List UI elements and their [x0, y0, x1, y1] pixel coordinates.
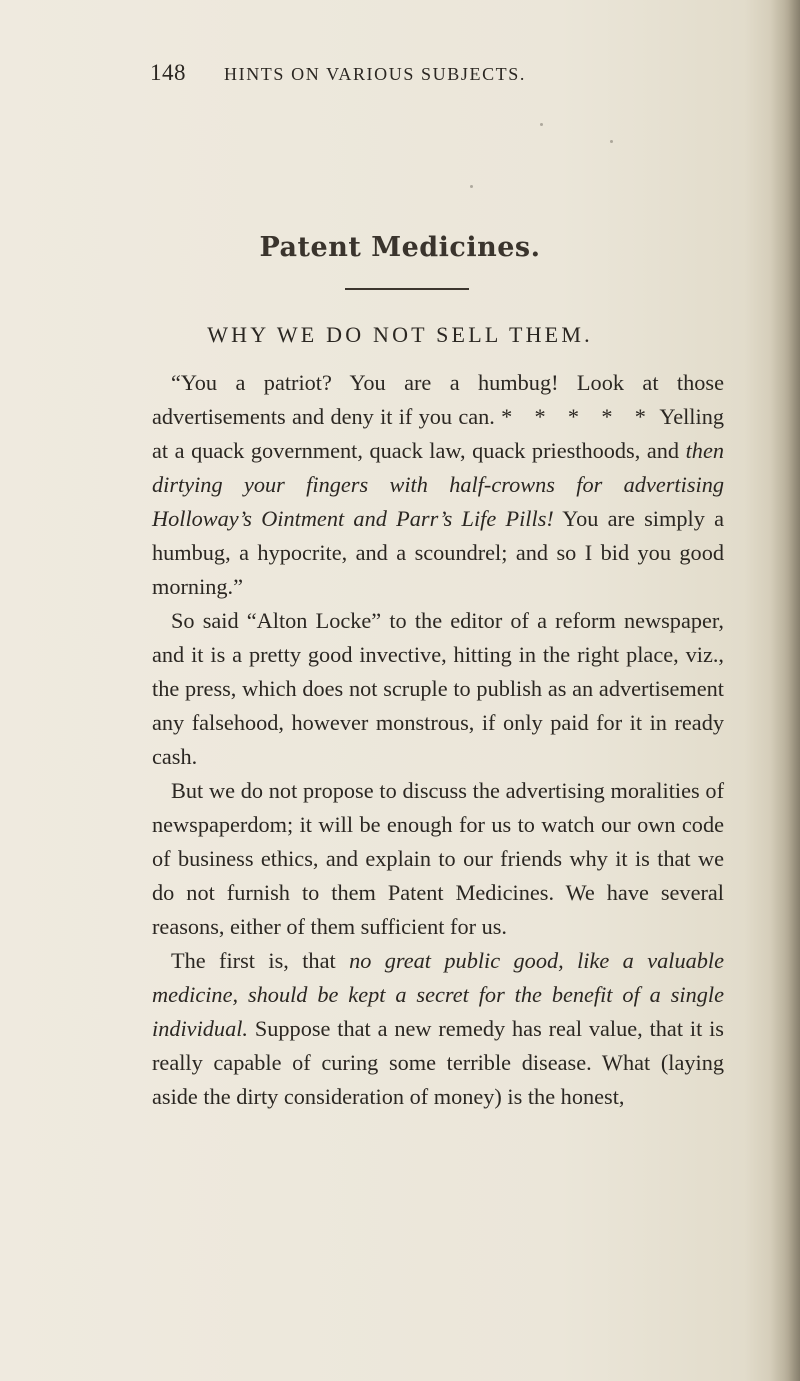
paragraph-1 [152, 366, 724, 604]
paragraph-3: But we do not propose to discuss the advertising moralities of newspaperdom; it will be enough for us to watch our own code of business ethics, and explain to our friends why it is that we do not furnish to them Patent Medicines. We have several reasons, either of them sufficient for us. [152, 778, 724, 939]
section-subtitle: WHY WE DO NOT SELL THEM. [207, 322, 593, 347]
paragraph-4-text-b: Suppose that a new remedy has real value, that it is really capable of curing some terrible disease. What (laying aside the dirty consideration of money) is the honest, [152, 1016, 724, 1109]
page-number: 148 [150, 60, 186, 85]
paragraph-1-text-b: Yelling at a quack government, quack law, quack priesthoods, and [152, 404, 724, 463]
paragraph-4 [152, 944, 724, 1114]
paragraph-1-text-c: You are simply a humbug, a hypocrite, and a scoundrel; and so I bid you good morning.” [152, 506, 724, 599]
paragraph-1-italic: then dirtying your fingers with half-crowns for advertising Holloway’s Ointment and Parr’s Life Pills! [152, 438, 724, 531]
paragraph-4-italic: no great public good, like a valuable medicine, should be kept a secret for the benefit of a single individual. [152, 948, 724, 1041]
running-head: HINTS ON VARIOUS SUBJECTS. [224, 64, 526, 84]
paper-speck [470, 185, 473, 188]
page-header [150, 60, 670, 90]
title-rule [345, 288, 469, 290]
paragraph-1-text-a: “You a patriot? You are a humbug! Look at those advertisements and deny it if you can. [152, 370, 724, 429]
paper-speck [540, 123, 543, 126]
paragraph-2: So said “Alton Locke” to the editor of a reform newspaper, and it is a pretty good invective, hitting in the right place, viz., the press, which does not scruple to publish as an advertisement any falsehood, however monstrous, if only paid for it in ready cash. [152, 608, 724, 769]
section-title: Patent Medicines. [259, 232, 541, 263]
ellipsis-asterisks: * * * * * [501, 404, 654, 429]
paragraph-4-text-a: The first is, that [171, 948, 350, 973]
paper-speck [610, 140, 613, 143]
body-text [152, 366, 724, 1114]
page-gutter-shadow [770, 0, 800, 1381]
